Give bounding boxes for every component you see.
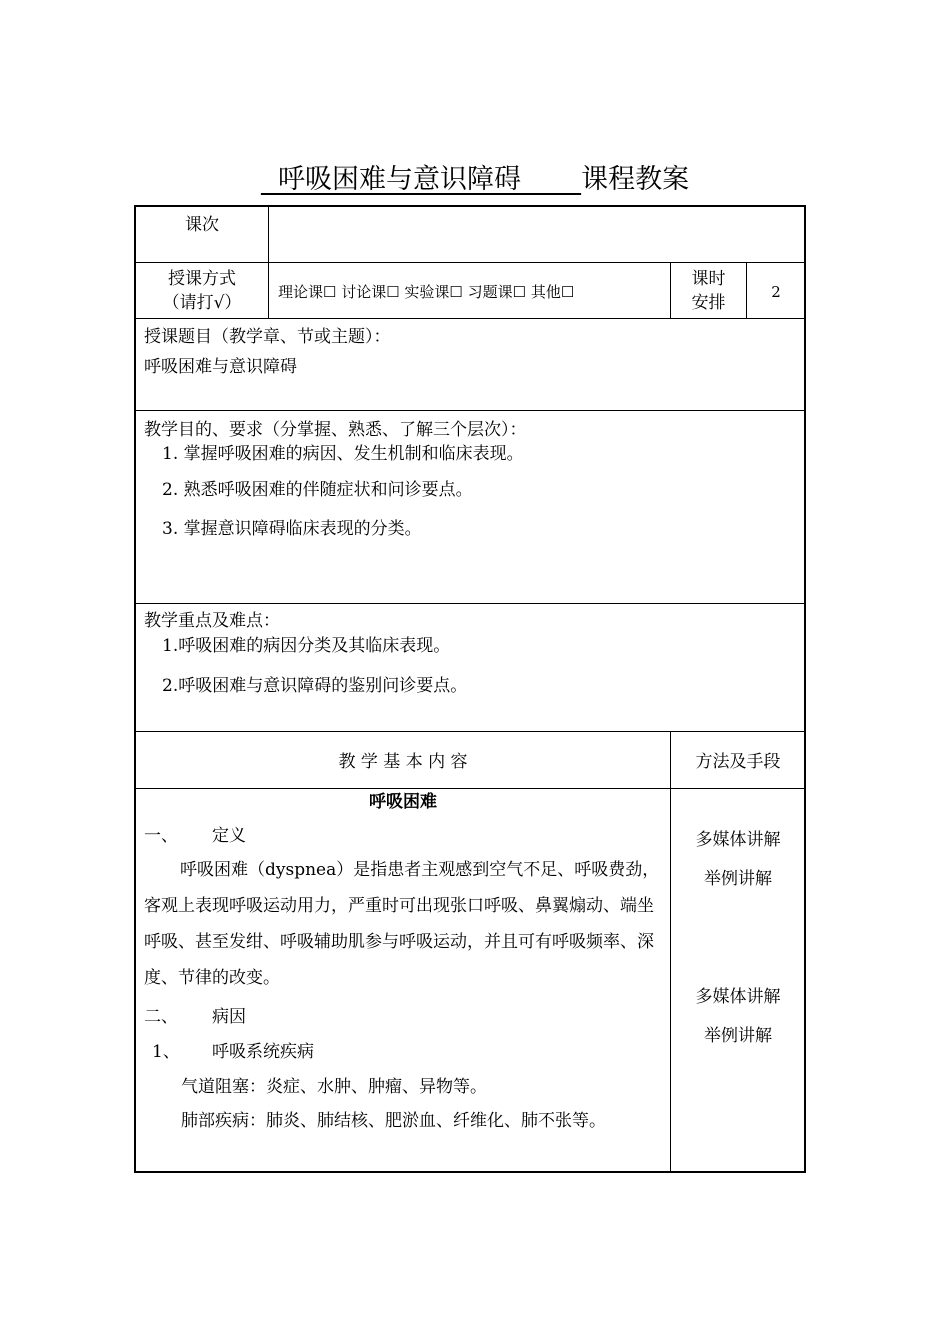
key-point-item: 1.呼吸困难的病因分类及其临床表现。 <box>162 636 451 656</box>
method-item: 多媒体讲解 <box>695 830 781 850</box>
teaching-method-label: 授课方式 <box>168 269 236 289</box>
cause-number: 二、 <box>144 1007 178 1027</box>
page-title <box>0 160 950 200</box>
objective-item: 1. 掌握呼吸困难的病因、发生机制和临床表现。 <box>162 444 524 464</box>
key-points-heading: 教学重点及难点： <box>144 611 280 631</box>
objectives-heading: 教学目的、要求（分掌握、熟悉、了解三个层次）： <box>144 420 527 440</box>
hours-value: 2 <box>771 283 781 301</box>
teaching-method-hint: （请打√） <box>162 293 242 313</box>
column-divider <box>670 732 671 1172</box>
topic-value: 呼吸困难与意识障碍 <box>144 357 297 377</box>
airway-causes: 气道阻塞：炎症、水肿、肿瘤、异物等。 <box>181 1077 487 1097</box>
row-divider <box>135 262 805 263</box>
row-divider <box>135 603 805 604</box>
lung-causes: 肺部疾病：肺炎、肺结核、肥淤血、纤维化、肺不张等。 <box>181 1111 606 1131</box>
method-item: 举例讲解 <box>704 1026 772 1046</box>
definition-number: 一、 <box>144 826 178 846</box>
definition-title: 定义 <box>212 826 246 846</box>
subsection-title: 呼吸系统疾病 <box>212 1042 314 1062</box>
objective-item: 3. 掌握意识障碍临床表现的分类。 <box>162 519 422 539</box>
subsection-number: 1、 <box>152 1042 180 1062</box>
hours-label-2: 安排 <box>691 293 726 313</box>
row-divider <box>135 318 805 319</box>
cause-title: 病因 <box>212 1007 246 1027</box>
content-header: 教 学 基 本 内 容 <box>338 752 468 772</box>
topic-heading: 授课题目（教学章、节或主题）： <box>144 327 391 347</box>
method-item: 多媒体讲解 <box>695 987 781 1007</box>
objective-item: 2. 熟悉呼吸困难的伴随症状和问诊要点。 <box>162 480 473 500</box>
method-item: 举例讲解 <box>704 869 772 889</box>
course-name: 呼吸困难与意识障碍 <box>260 164 582 195</box>
row-divider <box>135 410 805 411</box>
row-divider <box>135 731 805 732</box>
methods-header: 方法及手段 <box>695 752 781 772</box>
row-divider <box>135 788 805 789</box>
title-suffix: 课程教案 <box>581 164 690 195</box>
key-point-item: 2.呼吸困难与意识障碍的鉴别问诊要点。 <box>162 676 468 696</box>
column-divider <box>268 207 269 319</box>
hours-label: 课时 <box>691 269 726 289</box>
section-title: 呼吸困难 <box>369 792 437 812</box>
teaching-method-options[interactable]: 理论课☐ 讨论课☐ 实验课☐ 习题课☐ 其他☐ <box>278 283 575 301</box>
lesson-number-label: 课次 <box>185 215 219 235</box>
definition-text: 呼吸困难（dyspnea）是指患者主观感到空气不足、呼吸费劲，客观上表现呼吸运动用力，严重时可出现张口呼吸、鼻翼煽动、端坐呼吸、甚至发绀、呼吸辅助肌参与呼吸运动，并且可有呼吸频率、深度、节律的改变。 <box>144 860 660 988</box>
